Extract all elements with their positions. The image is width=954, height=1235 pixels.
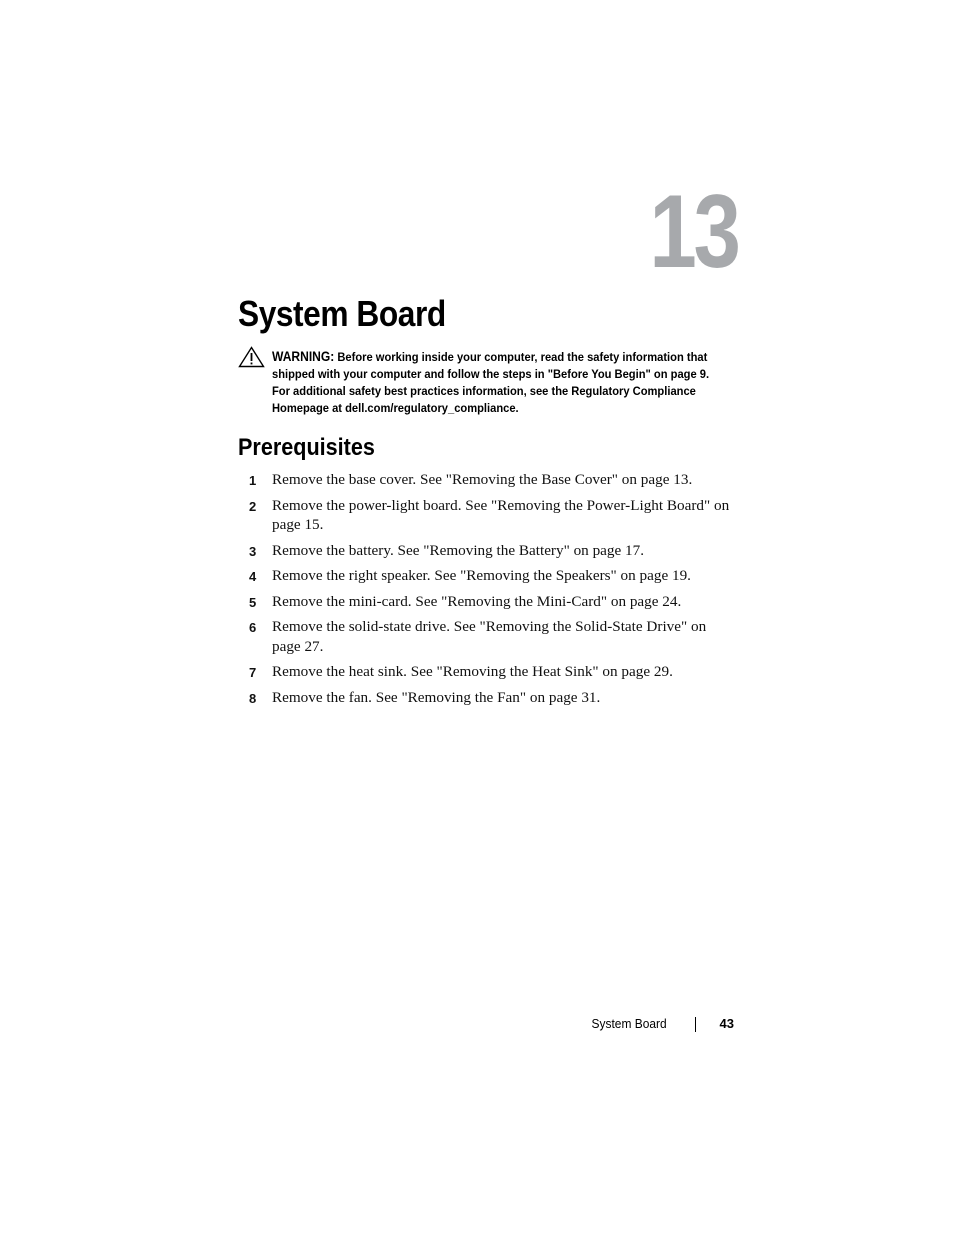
step-number: 6 xyxy=(249,620,257,635)
warning-body: Before working inside your computer, read the safety information that shipped with your computer and follow the steps in "Before You Begin" on page 9. For additional safety best practices information, see the Regulatory Compliance Homepage at dell.com/regulatory_compliance. xyxy=(272,350,710,415)
footer-section-title: System Board xyxy=(591,1016,667,1031)
footer-divider xyxy=(695,1017,696,1032)
step-text: Remove the battery. See "Removing the Battery" on page 17. xyxy=(272,541,645,559)
step-number: 8 xyxy=(249,690,257,706)
warning-triangle-icon xyxy=(238,346,265,368)
section-heading-prerequisites: Prerequisites xyxy=(238,434,375,461)
step-number: 4 xyxy=(249,569,257,584)
chapter-number: 13 xyxy=(649,174,738,290)
prerequisites-list xyxy=(238,470,738,713)
step-number: 2 xyxy=(249,498,257,514)
step-text: Remove the power-light board. See "Removing the Power-Light Board" on page 15. xyxy=(272,496,730,533)
warning-text xyxy=(272,348,722,417)
step-text: Remove the right speaker. See "Removing the Speakers" on page 19. xyxy=(272,567,691,584)
step-number: 1 xyxy=(249,473,257,488)
step-number: 5 xyxy=(249,594,257,610)
step-text: Remove the base cover. See "Removing the Base Cover" on page 13. xyxy=(272,471,693,488)
list-item xyxy=(238,662,738,682)
step-text: Remove the solid-state drive. See "Removing the Solid-State Drive" on page 27. xyxy=(272,618,707,655)
list-item xyxy=(238,592,738,612)
page-footer xyxy=(585,1015,734,1033)
chapter-title: System Board xyxy=(238,293,446,334)
list-item xyxy=(238,470,738,490)
step-text: Remove the mini-card. See "Removing the Mini-Card" on page 24. xyxy=(272,592,682,610)
list-item xyxy=(238,541,738,561)
warning-label: WARNING: xyxy=(272,349,335,364)
list-item xyxy=(238,496,738,535)
step-text: Remove the heat sink. See "Removing the Heat Sink" on page 29. xyxy=(272,663,673,680)
step-number: 7 xyxy=(249,665,257,680)
list-item xyxy=(238,688,738,708)
step-text: Remove the fan. See "Removing the Fan" on page 31. xyxy=(272,688,601,706)
list-item xyxy=(238,566,738,586)
list-item xyxy=(238,617,738,656)
page-number: 43 xyxy=(719,1016,734,1031)
step-number: 3 xyxy=(249,543,257,559)
